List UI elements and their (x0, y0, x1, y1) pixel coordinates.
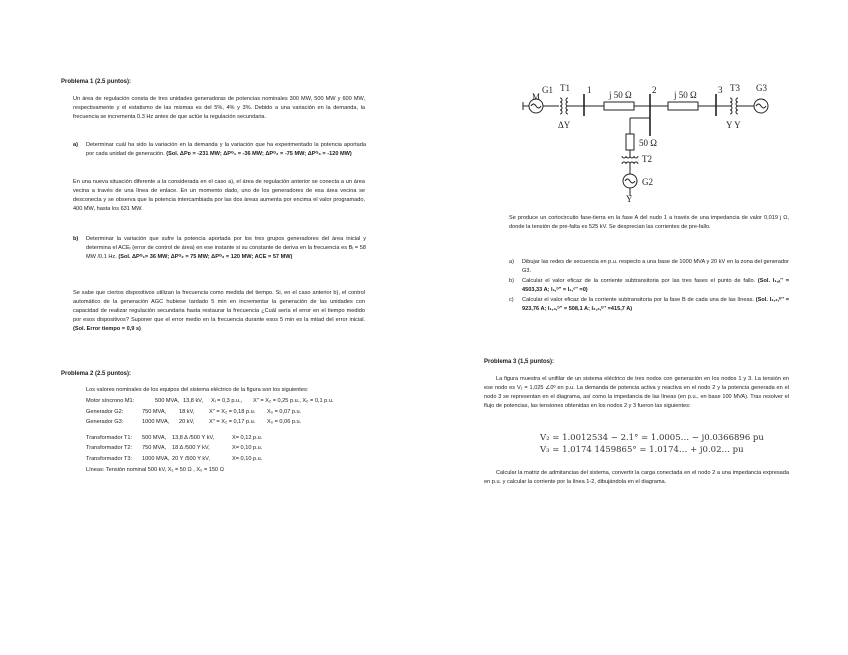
problem-1-a-label: a) (73, 142, 78, 148)
problem-2-c-solution: (Sol. I₁,₂,ᵇ'' = 923,76 A; I₁,₃,ᵇ'' = 508,1 A; I₂,₃,ᵇ'' =415,7 A) (522, 297, 789, 313)
equipment-row: Generador G2: 750 MVA, 18 kV, X'' = X₂ = 0,18 p.u. X₀ = 0,07 p.u. (86, 408, 302, 415)
equipment-row: Motor síncrono M1: 500 MVA, 13,8 kV, Xᵢ = 0,3 p.u., X'' = X₂ = 0,25 p.u., X₀ = 0,1 p.u. (86, 398, 334, 404)
problem-1-a-solution: (Sol. ΔPᴅ = -231 MW; ΔPᴳ₁ = -36 MW; ΔPᴳ₂ = -75 MW; ΔPᴳ₃ = -120 MW) (166, 151, 352, 158)
circuit-diagram (518, 78, 788, 203)
problem-2-intro: Los valores nominales de los equipos del sistema eléctrico de la figura son los siguientes: (86, 387, 309, 393)
label-y-y: Y Y (726, 120, 741, 130)
problem-1-b-solution: (Sol. ΔPᴳ₁= 36 MW; ΔPᴳ₂ = 75 MW; ΔPᴳ₃ = 120 MW; ACE = 57 MW) (118, 254, 293, 261)
problem-2-b-solution: (Sol. I₁,ₐ'' = 4503,33 A; I₁,ᵇ'' = I₁,ᶜ'' =0) (522, 278, 789, 294)
transformer-row: Transformador T2: 750 MVA, 18 Δ /500 Y kV, X= 0,10 p.u. (86, 445, 263, 452)
label-node-2: 2 (652, 85, 657, 95)
problem-3-intro: La figura muestra el unifilar de un sistema eléctrico de tres nodos con generación en los nodos 1 y 3. La tensión en ese nodo es V₁ = 1,025 ∠0º en p.u. La demanda de potencia activa y reactiva en el nodo 2 y la potencia generada en el nodo 3 se representan en el diagrama, así como la impedancia de las líneas (en p.u., en base 100 MVA). Tras resolver el flujo de potencias, las tensiones obtenidas en los nodos 2 y 3 fueron las siguientes: (484, 376, 789, 410)
problem-2-title: Problema 2 (2.5 puntos): (61, 371, 132, 377)
equipment-row: Generador G3: 1000 MVA, 20 kV, X'' = X₂ = 0,17 p.u. X₀ = 0,06 p.u. (86, 419, 302, 426)
problem-2-questions (509, 258, 789, 315)
lines-spec: Líneas: Tensión nominal 500 kV, X₁ = 50 Ω , X₀ = 150 Ω (86, 466, 224, 473)
problem-1-a-text: Determinar cuál ha sido la variación en la demanda y la variación que ha experimentado la potencia aportada por cada unidad de generación. (Sol. ΔPᴅ = -231 MW; ΔPᴳ₁ = -36 MW; ΔPᴳ₂ = -75 MW; ΔPᴳ₃ = -120 MW) (86, 142, 366, 158)
problem-3-closing: Calcular la matriz de admitancias del sistema, convertir la carga conectada en el nodo 2 a una impedancia expresada en p.u. y calcular la corriente por la línea 1-2, dibujándola en el diagrama. (484, 470, 789, 486)
problem-1-b-label: b) (73, 236, 79, 242)
label-j50-a: j 50 Ω (609, 90, 632, 100)
problem-1-closing-solution: (Sol. Error tiempo = 0,9 s) (73, 326, 141, 333)
equation-v2: V₂ = 1.0012534 − 2.1° = 1.0005… − j0.0366896 pu (540, 433, 764, 443)
equipment-table (86, 396, 334, 475)
label-50-ohm: 50 Ω (639, 138, 657, 148)
label-t3: T3 (730, 83, 740, 93)
equation-v3: V₃ = 1.0174 1459865° = 1.0174… + j0.02… pu (540, 445, 744, 455)
problem-1-closing: Se sabe que ciertos dispositivos utilizan la frecuencia como medida del tiempo. Si, en el caso anterior b), el control automático de la generación AGC hubiese tardado 5 min en incrementar la generación de las unidades con capacidad de realizar regulación secundaria hasta restaurar la frecuencia ¿Cuál sería el error en el tiempo medido por esos dispositivos? Suponer que el error medio en la frecuencia durante esos 5 min es la mitad del error inicial. (Sol. Error tiempo = 0,9 s) (73, 290, 365, 333)
problem-1-intro: Un área de regulación consta de tres unidades generadoras de potencias nominales 300 MW, 500 MW y 600 MW, respectivamente y el estatismo de las mismas es del 5%, 4% y 3%. Debido a una variación en la demanda, la frecuencia se incrementa 0.3 Hz antes de que actúe la regulación secundaria. (73, 96, 365, 121)
problem-2-fault-text: Se produce un cortocircuito fase-tierra en la fase A del nudo 1 a través de una impedancia de valor 0,019 j Ω, donde la tensión de pre-falta es 525 kV. Se desprecian las corrientes de pre-fallo. (509, 215, 789, 231)
problem-1-title: Problema 1 (2.5 puntos): (61, 79, 132, 85)
label-y-ground: Y (626, 194, 633, 203)
label-g2: G2 (642, 177, 653, 187)
transformer-t2-icon (622, 156, 638, 158)
label-j50-b: j 50 Ω (674, 90, 697, 100)
label-t2: T2 (642, 154, 652, 164)
transformer-t1-icon (560, 98, 562, 114)
transformer-row: Transformador T3: 1000 MVA, 20 Y /500 Y kV, X= 0,10 p.u. (86, 455, 263, 462)
transformer-t3-icon (730, 98, 732, 114)
problem-1-middle: En una nueva situación diferente a la considerada en el caso a), el área de regulación anterior se conecta a un área vecina a través de una línea de enlace. En un momento dado, uno de los generadores de esa área vecina se desconecta y se observa que la potencia intercambiada por las dos áreas aumenta por encima el valor programado, 400 MW, hasta los 631 MW. (73, 179, 365, 213)
label-m: M (532, 92, 541, 102)
label-delta-y: ΔY (558, 120, 571, 130)
problem-1-b-text: Determinar la variación que sufre la potencia aportada por los tres grupos generadores del área inicial y determina el ACEᵢ (error de control de área) en ese instante si su constante de deriva en la frecuencia es Bᵢ = 58 MW /0.1 Hz. (Sol. ΔPᴳ₁= 36 MW; ΔPᴳ₂ = 75 MW; ΔPᴳ₃ = 120 MW; ACE = 57 MW) (86, 236, 366, 261)
line-impedance-50 (626, 134, 634, 150)
label-node-3: 3 (718, 85, 723, 95)
line-impedance-2-3 (668, 102, 698, 110)
transformer-row: Transformador T1: 500 MVA, 13,8 Δ /500 Y kV, X= 0,12 p.u. (86, 434, 263, 441)
problem-2-question-b: b) Calcular el valor eficaz de la corriente subtransitoria por las tres fases el punto de fallo. (Sol. I₁,ₐ'' = 4503,33 A; I₁,ᵇ'' = I₁,ᶜ'' =0) (509, 278, 789, 294)
label-node-1: 1 (587, 85, 592, 95)
label-g1: G1 (542, 85, 553, 95)
label-g3: G3 (756, 83, 767, 93)
problem-2-question-c: c) Calcular el valor eficaz de la corriente subtransitoria por la fase B de cada una de las líneas. (Sol. I₁,₂,ᵇ'' = 923,76 A; I₁,₃,ᵇ'' = 508,1 A; I₂,₃,ᵇ'' =415,7 A) (509, 297, 789, 313)
problem-2-question-a: a) Dibujar las redes de secuencia en p.u. respecto a una base de 1000 MVA y 20 kV en la zona del generador G3. (509, 259, 789, 275)
line-impedance-1-2 (604, 102, 634, 110)
label-t1: T1 (560, 83, 570, 93)
problem-3-title: Problema 3 (1,5 puntos): (484, 359, 555, 365)
